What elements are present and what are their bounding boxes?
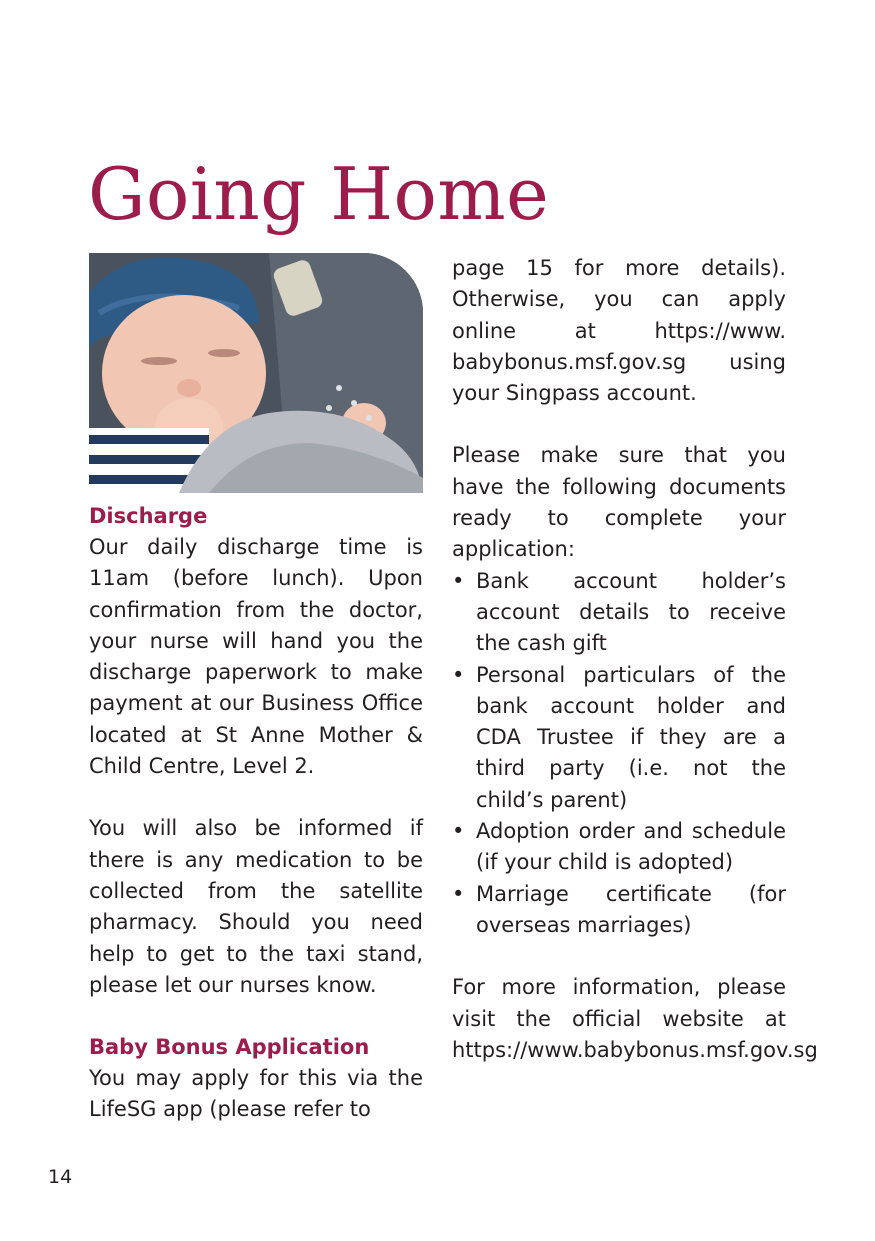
right-column	[452, 253, 818, 1066]
discharge-paragraph-1: Our daily discharge time is 11am (before lunch). Upon confirmation from the doctor, your nurse will hand you the discharge paperwork to make payment at our Business Office located at St Anne Mother & Child Centre, Level 2.	[89, 535, 423, 779]
page-title: Going Home	[88, 152, 550, 236]
left-column	[89, 253, 423, 1126]
baby-photo	[89, 253, 423, 493]
documents-list	[452, 566, 786, 942]
list-item: • Personal particulars of the bank account holder and CDA Trustee if they are a third party (i.e. not the child’s parent)	[452, 660, 786, 816]
discharge-paragraph-2: You will also be informed if there is any medication to be collected from the satellite pharmacy. Should you need help to get to the taxi stand, please let our nurses know.	[89, 816, 423, 997]
baby-bonus-paragraph-1-continued: page 15 for more details). Otherwise, you can apply online at https://www. babybonus.msf.gov.sg using your Singpass account.	[452, 256, 786, 406]
baby-bonus-paragraph-1: You may apply for this via the LifeSG app (please refer to	[89, 1066, 423, 1122]
list-item: • Marriage certificate (for overseas marriages)	[452, 879, 786, 942]
baby-bonus-heading: Baby Bonus Application	[89, 1035, 370, 1060]
more-info-paragraph: For more information, please visit the official website at https://www.babybonus.msf.gov.sg	[452, 975, 818, 1062]
list-item: • Bank account holder’s account details to receive the cash gift	[452, 566, 786, 660]
baby-illustration	[89, 253, 423, 493]
page-number: 14	[48, 1166, 73, 1188]
discharge-heading: Discharge	[89, 504, 208, 528]
list-item: • Adoption order and schedule (if your child is adopted)	[452, 816, 786, 879]
baby-bonus-paragraph-2: Please make sure that you have the following documents ready to complete your application:	[452, 443, 786, 562]
